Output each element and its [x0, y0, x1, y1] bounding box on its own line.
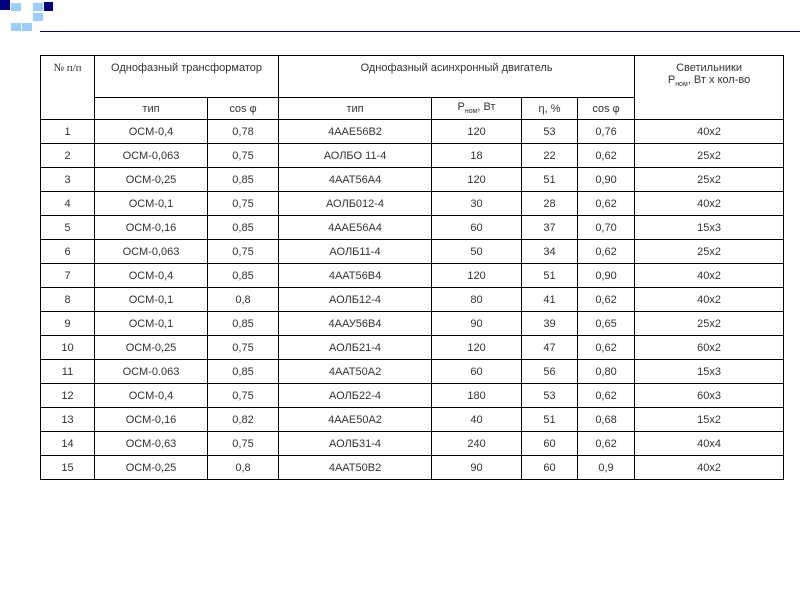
transformer-type-cell: ОСМ-0,063 [95, 144, 208, 168]
motor-efficiency-cell: 47 [522, 336, 578, 360]
transformer-type-cell: ОСМ-0,4 [95, 120, 208, 144]
lamps-header-line1: Светильники [676, 62, 743, 74]
motor-type-cell: АОЛБ22-4 [279, 384, 432, 408]
row-number-cell: 7 [41, 264, 95, 288]
lamps-header-p: P [667, 74, 676, 86]
motor-power-cell: 50 [432, 240, 522, 264]
motor-type-cell: 4ААТ56А4 [279, 168, 432, 192]
motor-efficiency-cell: 51 [522, 264, 578, 288]
motor-power-cell: 180 [432, 384, 522, 408]
motor-cos-cell: 0,62 [578, 144, 635, 168]
transformer-type-cell: ОСМ-0,4 [95, 384, 208, 408]
subheader-motor-type: тип [279, 98, 432, 120]
header-rule [40, 31, 800, 32]
col-header-transformer: Однофазный трансформатор [95, 56, 279, 98]
row-number-cell: 6 [41, 240, 95, 264]
transformer-cos-cell: 0,8 [208, 456, 279, 480]
row-number-cell: 1 [41, 120, 95, 144]
lamps-spec-cell: 40х2 [635, 288, 784, 312]
motor-type-cell: 4ААУ56В4 [279, 312, 432, 336]
decor-square [0, 0, 10, 10]
transformer-cos-cell: 0,75 [208, 384, 279, 408]
motor-power-cell: 40 [432, 408, 522, 432]
transformer-cos-cell: 0,8 [208, 288, 279, 312]
motor-cos-cell: 0,70 [578, 216, 635, 240]
lamps-spec-cell: 25х2 [635, 312, 784, 336]
decor-square [11, 3, 21, 11]
subheader-motor-cos: cos φ [578, 98, 635, 120]
motor-type-cell: АОЛБО 11-4 [279, 144, 432, 168]
subheader-motor-power [432, 98, 522, 120]
table-row [41, 432, 784, 456]
transformer-cos-cell: 0,85 [208, 216, 279, 240]
motor-efficiency-cell: 60 [522, 456, 578, 480]
lamps-spec-cell: 60х3 [635, 384, 784, 408]
data-table [40, 55, 784, 480]
transformer-type-cell: ОСМ-0.063 [95, 360, 208, 384]
motor-efficiency-cell: 53 [522, 120, 578, 144]
motor-type-cell: 4ААЕ50А2 [279, 408, 432, 432]
transformer-cos-cell: 0,75 [208, 432, 279, 456]
motor-efficiency-cell: 22 [522, 144, 578, 168]
motor-power-cell: 240 [432, 432, 522, 456]
motor-power-cell: 60 [432, 216, 522, 240]
motor-type-cell: АОЛБ11-4 [279, 240, 432, 264]
row-number-cell: 15 [41, 456, 95, 480]
header-row-1 [41, 56, 784, 98]
power-sub: ном [464, 108, 478, 116]
transformer-cos-cell: 0,85 [208, 312, 279, 336]
row-number-cell: 9 [41, 312, 95, 336]
transformer-type-cell: ОСМ-0,1 [95, 192, 208, 216]
table-row [41, 360, 784, 384]
lamps-spec-cell: 40х2 [635, 264, 784, 288]
row-number-cell: 3 [41, 168, 95, 192]
motor-type-cell: 4ААТ50А2 [279, 360, 432, 384]
transformer-type-cell: ОСМ-0,063 [95, 240, 208, 264]
motor-power-cell: 60 [432, 360, 522, 384]
table-row [41, 120, 784, 144]
table-row [41, 192, 784, 216]
motor-efficiency-cell: 28 [522, 192, 578, 216]
lamps-spec-cell: 40х2 [635, 120, 784, 144]
lamps-header-sub: ном [675, 81, 688, 89]
motor-cos-cell: 0,65 [578, 312, 635, 336]
transformer-cos-cell: 0,85 [208, 168, 279, 192]
transformer-type-cell: ОСМ-0,16 [95, 216, 208, 240]
lamps-spec-cell: 40х2 [635, 456, 784, 480]
row-number-cell: 13 [41, 408, 95, 432]
motor-cos-cell: 0,62 [578, 192, 635, 216]
motor-efficiency-cell: 51 [522, 408, 578, 432]
row-number-cell: 12 [41, 384, 95, 408]
motor-cos-cell: 0,62 [578, 288, 635, 312]
motor-type-cell: АОЛБ31-4 [279, 432, 432, 456]
lamps-spec-cell: 25х2 [635, 144, 784, 168]
table-row [41, 336, 784, 360]
transformer-type-cell: ОСМ-0,16 [95, 408, 208, 432]
transformer-type-cell: ОСМ-0,1 [95, 312, 208, 336]
motor-efficiency-cell: 41 [522, 288, 578, 312]
motor-efficiency-cell: 60 [522, 432, 578, 456]
motor-cos-cell: 0,62 [578, 432, 635, 456]
table-row [41, 264, 784, 288]
transformer-cos-cell: 0,82 [208, 408, 279, 432]
motor-cos-cell: 0,9 [578, 456, 635, 480]
row-number-cell: 8 [41, 288, 95, 312]
transformer-cos-cell: 0,85 [208, 264, 279, 288]
motor-power-cell: 120 [432, 168, 522, 192]
motor-type-cell: АОЛБ21-4 [279, 336, 432, 360]
table-row [41, 456, 784, 480]
lamps-spec-cell: 15х3 [635, 360, 784, 384]
row-number-cell: 4 [41, 192, 95, 216]
motor-cos-cell: 0,90 [578, 168, 635, 192]
motor-efficiency-cell: 34 [522, 240, 578, 264]
transformer-cos-cell: 0,85 [208, 360, 279, 384]
motor-type-cell: АОЛБ012-4 [279, 192, 432, 216]
transformer-type-cell: ОСМ-0,25 [95, 168, 208, 192]
transformer-type-cell: ОСМ-0,1 [95, 288, 208, 312]
lamps-header-rest: , Вт х кол-во [687, 74, 751, 86]
motor-power-cell: 80 [432, 288, 522, 312]
table-row [41, 144, 784, 168]
row-number-cell: 10 [41, 336, 95, 360]
table-row [41, 216, 784, 240]
row-number-cell: 14 [41, 432, 95, 456]
transformer-cos-cell: 0,75 [208, 144, 279, 168]
motor-efficiency-cell: 39 [522, 312, 578, 336]
table-row [41, 288, 784, 312]
lamps-spec-cell: 40х4 [635, 432, 784, 456]
slide-decoration [0, 0, 800, 40]
power-unit: , Вт [477, 101, 496, 114]
motor-cos-cell: 0,62 [578, 384, 635, 408]
transformer-type-cell: ОСМ-0,4 [95, 264, 208, 288]
motor-efficiency-cell: 56 [522, 360, 578, 384]
motor-power-cell: 90 [432, 312, 522, 336]
motor-type-cell: 4ААТ50В2 [279, 456, 432, 480]
table-row [41, 312, 784, 336]
motor-type-cell: 4ААЕ56А4 [279, 216, 432, 240]
table-row [41, 168, 784, 192]
motor-power-cell: 120 [432, 336, 522, 360]
row-number-cell: 5 [41, 216, 95, 240]
motor-efficiency-cell: 51 [522, 168, 578, 192]
decor-square [33, 13, 43, 21]
motor-type-cell: 4ААЕ56В2 [279, 120, 432, 144]
row-number-cell: 2 [41, 144, 95, 168]
subheader-transformer-cos: cos φ [208, 98, 279, 120]
motor-cos-cell: 0,90 [578, 264, 635, 288]
lamps-spec-cell: 60х2 [635, 336, 784, 360]
motor-cos-cell: 0,80 [578, 360, 635, 384]
motor-power-cell: 30 [432, 192, 522, 216]
motor-power-cell: 120 [432, 120, 522, 144]
transformer-cos-cell: 0,75 [208, 336, 279, 360]
lamps-spec-cell: 15х2 [635, 408, 784, 432]
decor-square [33, 3, 43, 11]
motor-power-cell: 90 [432, 456, 522, 480]
transformer-cos-cell: 0,78 [208, 120, 279, 144]
transformer-type-cell: ОСМ-0,25 [95, 456, 208, 480]
col-header-number: № п/п [41, 56, 95, 120]
lamps-spec-cell: 25х2 [635, 240, 784, 264]
decor-square [22, 23, 32, 31]
motor-efficiency-cell: 37 [522, 216, 578, 240]
motor-power-cell: 18 [432, 144, 522, 168]
table-row [41, 240, 784, 264]
col-header-lamps [635, 56, 784, 120]
motor-cos-cell: 0,62 [578, 240, 635, 264]
table-row [41, 384, 784, 408]
table-body [41, 120, 784, 480]
power-p: P [457, 101, 465, 114]
table-row [41, 408, 784, 432]
transformer-cos-cell: 0,75 [208, 240, 279, 264]
motor-cos-cell: 0,68 [578, 408, 635, 432]
decor-square [11, 23, 21, 31]
motor-cos-cell: 0,76 [578, 120, 635, 144]
motor-cos-cell: 0,62 [578, 336, 635, 360]
row-number-cell: 11 [41, 360, 95, 384]
decor-square [44, 2, 53, 11]
lamps-spec-cell: 15х3 [635, 216, 784, 240]
motor-efficiency-cell: 53 [522, 384, 578, 408]
lamps-spec-cell: 25х2 [635, 168, 784, 192]
col-header-motor: Однофазный асинхронный двигатель [279, 56, 635, 98]
transformer-type-cell: ОСМ-0,25 [95, 336, 208, 360]
lamps-spec-cell: 40х2 [635, 192, 784, 216]
motor-type-cell: АОЛБ12-4 [279, 288, 432, 312]
motor-power-cell: 120 [432, 264, 522, 288]
motor-type-cell: 4ААТ56В4 [279, 264, 432, 288]
transformer-type-cell: ОСМ-0,63 [95, 432, 208, 456]
subheader-transformer-type: тип [95, 98, 208, 120]
transformer-cos-cell: 0,75 [208, 192, 279, 216]
subheader-motor-eta: η, % [522, 98, 578, 120]
